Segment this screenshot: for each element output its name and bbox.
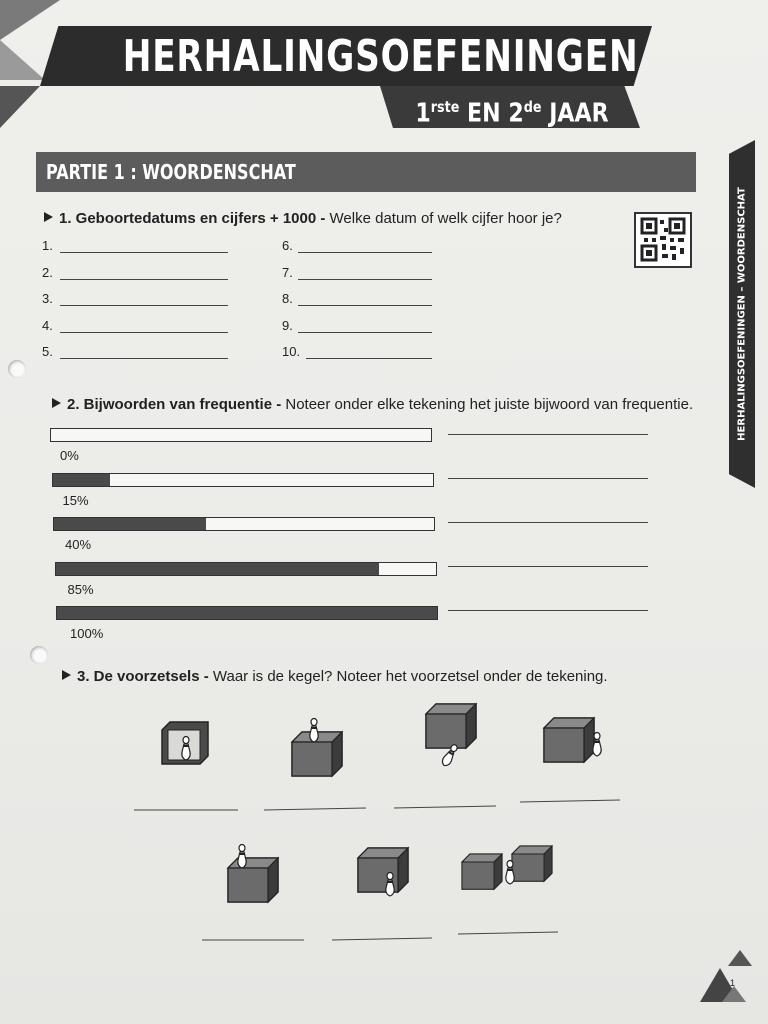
frequency-bar <box>55 562 437 576</box>
item-number: 7. <box>282 264 293 280</box>
section-title: PARTIE 1 : WOORDENSCHAT <box>46 160 296 184</box>
frequency-bar <box>56 606 438 620</box>
drawing-pin-next-to-box <box>544 718 601 762</box>
frequency-bar-fill <box>57 607 437 619</box>
qr-code-icon[interactable] <box>634 212 692 268</box>
punch-hole <box>8 360 26 378</box>
frequency-percent-label: 15% <box>62 492 89 508</box>
drawing-pin-on-top-of-box <box>228 845 278 903</box>
drawing-pin-in-box <box>162 722 208 764</box>
answer-line <box>458 932 558 934</box>
item-number: 1. <box>42 238 53 253</box>
exercise-1-heading: 1. Geboortedatums en cijfers + 1000 - Welke datum of welk cijfer hoor je? <box>44 210 562 227</box>
frequency-bar-fill <box>54 518 206 530</box>
answer-line[interactable] <box>448 434 648 435</box>
answer-line[interactable] <box>298 305 432 306</box>
frequency-percent-label: 40% <box>65 537 92 552</box>
answer-line[interactable] <box>448 478 648 479</box>
item-number: 3. <box>42 291 53 306</box>
exercise-3-heading: 3. De voorzetsels - Waar is de kegel? Noteer het voorzetsel onder de tekening. <box>62 668 608 685</box>
corner-triangle <box>0 86 40 128</box>
frequency-bar <box>50 428 432 442</box>
answer-line[interactable] <box>298 279 432 280</box>
frequency-percent-label: 85% <box>67 581 94 597</box>
page-title: HERHALINGSOEFENINGEN <box>122 31 639 82</box>
item-number: 2. <box>42 264 53 280</box>
page-subtitle: $1^{rste}$ EN 2de JAAR <box>415 98 609 129</box>
item-number: 4. <box>42 317 53 333</box>
frequency-bar <box>52 473 434 487</box>
frequency-percent-label: 100% <box>70 626 104 641</box>
answer-line[interactable] <box>448 566 648 567</box>
answer-line <box>520 800 620 802</box>
answer-line[interactable] <box>60 252 228 253</box>
drawing-pin-in-front-of-box <box>358 848 408 896</box>
preposition-drawings <box>0 690 768 950</box>
frequency-percent-label: 0% <box>60 448 79 463</box>
drawing-pin-under-box <box>426 704 476 768</box>
item-number: 5. <box>42 344 53 359</box>
answer-line <box>332 938 432 940</box>
corner-triangle <box>0 0 60 40</box>
answer-line[interactable] <box>60 358 228 359</box>
answer-line[interactable] <box>448 522 648 523</box>
answer-line <box>264 808 366 810</box>
answer-line[interactable] <box>448 610 648 611</box>
arrow-icon <box>62 670 71 680</box>
answer-line[interactable] <box>60 305 228 306</box>
arrow-icon <box>52 398 61 408</box>
drawing-pin-between-boxes <box>462 846 552 889</box>
answer-line[interactable] <box>60 332 228 333</box>
frequency-bar-fill <box>53 474 110 486</box>
corner-decoration <box>690 946 760 1006</box>
drawing-pin-on-box <box>292 719 342 777</box>
answer-line[interactable] <box>298 252 432 253</box>
arrow-icon <box>44 212 53 222</box>
frequency-bar <box>53 517 435 531</box>
side-tab-label: HERHALINGSOEFENINGEN – WOORDENSCHAT <box>736 187 748 441</box>
item-number: 9. <box>282 317 293 333</box>
answer-line[interactable] <box>298 332 432 333</box>
item-number: 6. <box>282 238 293 253</box>
item-number: 8. <box>282 291 293 306</box>
punch-hole <box>30 646 48 664</box>
page-number: 1 <box>730 978 736 988</box>
corner-triangle <box>0 40 45 80</box>
answer-line[interactable] <box>60 279 228 280</box>
answer-line[interactable] <box>306 358 432 359</box>
item-number: 10. <box>282 344 301 359</box>
exercise-2-heading: 2. Bijwoorden van frequentie - Noteer onder elke tekening het juiste bijwoord van frequentie. <box>52 396 693 413</box>
answer-line <box>394 806 496 808</box>
frequency-bar-fill <box>56 563 379 575</box>
